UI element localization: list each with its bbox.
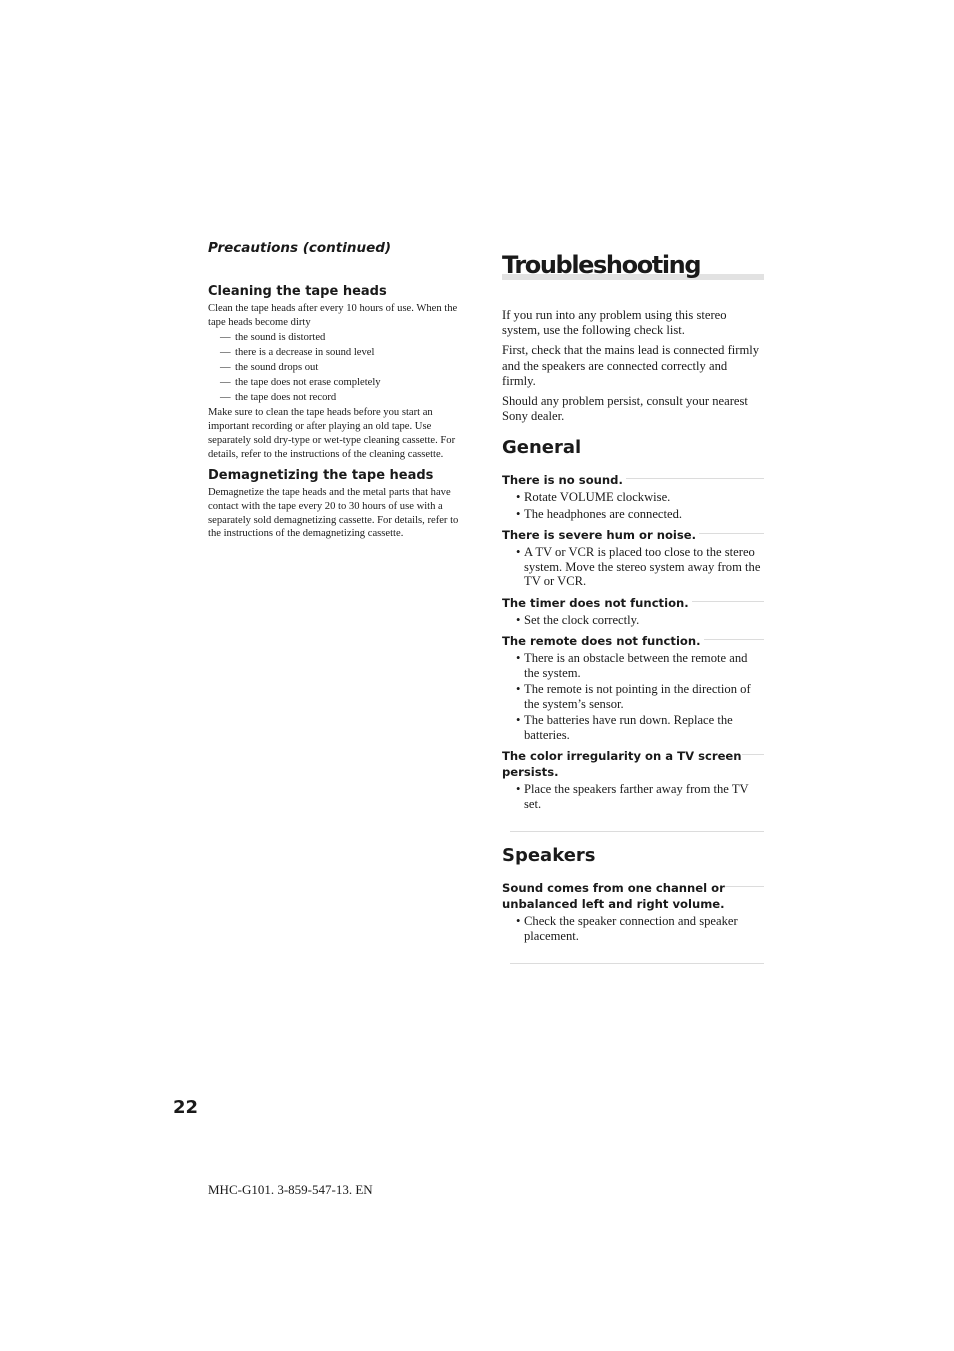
footer-code: MHC-G101. 3-859-547-13. EN xyxy=(208,1182,373,1197)
remedy-list xyxy=(516,651,764,742)
problem-timer xyxy=(502,595,764,628)
intro-paragraph: First, check that the mains lead is connected firmly and the speakers are connected correctly and firmly. xyxy=(502,343,760,388)
problem-unbalanced-sound xyxy=(502,880,764,943)
problem-title: The remote does not function. xyxy=(502,634,704,648)
list-item: • There is an obstacle between the remote and the system. xyxy=(516,651,748,680)
list-item: • Set the clock correctly. xyxy=(516,612,640,627)
general-heading: General xyxy=(502,437,582,459)
problem-title: There is no sound. xyxy=(502,473,626,487)
list-item: — the sound is distorted xyxy=(220,332,326,344)
section-end-rule xyxy=(510,963,764,964)
list-item: — the tape does not record xyxy=(220,392,337,404)
cleaning-heading: Cleaning the tape heads xyxy=(208,284,387,299)
cleaning-symptom-list xyxy=(220,330,473,405)
remedy-list xyxy=(516,490,764,521)
list-item: — the tape does not erase completely xyxy=(220,377,381,389)
section-end-rule xyxy=(510,831,764,832)
list-item: • Place the speakers farther away from the TV set. xyxy=(516,782,749,811)
demagnetizing-text: Demagnetize the tape heads and the metal parts that have contact with the tape every 20 to 30 hours of use with a separately sold demagnetizing cassette. For details, refer to the instructions of the demagnetizing cassette. xyxy=(208,487,459,540)
problem-title: The color irregularity on a TV screen persists. xyxy=(502,749,742,780)
problem-no-sound xyxy=(502,472,764,521)
problem-title: The timer does not function. xyxy=(502,596,692,610)
list-item: • Rotate VOLUME clockwise. xyxy=(516,490,671,505)
problem-title: There is severe hum or noise. xyxy=(502,528,699,542)
remedy-list xyxy=(516,613,764,628)
list-item: • Check the speaker connection and speaker placement. xyxy=(516,914,738,943)
list-item: • The batteries have run down. Replace the batteries. xyxy=(516,713,733,742)
intro-paragraph: If you run into any problem using this stereo system, use the following check list. xyxy=(502,308,727,338)
speakers-heading: Speakers xyxy=(502,845,596,867)
list-item: • The headphones are connected. xyxy=(516,506,683,521)
page-number: 22 xyxy=(173,1097,199,1118)
page-title: Troubleshooting xyxy=(502,251,701,279)
list-item: • A TV or VCR is placed too close to the stereo system. Move the stereo system away from the TV or VCR. xyxy=(516,545,761,589)
remedy-list xyxy=(516,914,764,943)
problem-title: Sound comes from one channel or unbalanced left and right volume. xyxy=(502,881,728,911)
problem-remote xyxy=(502,633,764,742)
demagnetizing-heading: Demagnetizing the tape heads xyxy=(208,468,434,484)
demagnetizing-section xyxy=(208,468,473,541)
remedy-list xyxy=(516,545,764,589)
list-item: — there is a decrease in sound level xyxy=(220,347,375,359)
title-block xyxy=(502,250,764,284)
cleaning-outro: Make sure to clean the tape heads before you start an important recording or after playing an old tape. Use separately sold dry-type or wet-type cleaning cassette. For details, refer to the instructions of the cleaning cassette. xyxy=(208,407,456,460)
list-item: — the sound drops out xyxy=(220,362,319,374)
cleaning-intro: Clean the tape heads after every 10 hours of use. When the tape heads become dirty xyxy=(208,303,458,328)
cleaning-section xyxy=(208,284,473,461)
left-column xyxy=(208,240,473,541)
list-item: • The remote is not pointing in the direction of the system’s sensor. xyxy=(516,682,751,711)
remedy-list xyxy=(516,782,764,811)
problem-hum-noise xyxy=(502,527,764,589)
problem-color-irregularity xyxy=(502,748,764,811)
running-head: Precautions (continued) xyxy=(208,240,392,256)
right-column xyxy=(502,250,764,964)
intro-paragraph: Should any problem persist, consult your nearest Sony dealer. xyxy=(502,394,748,424)
